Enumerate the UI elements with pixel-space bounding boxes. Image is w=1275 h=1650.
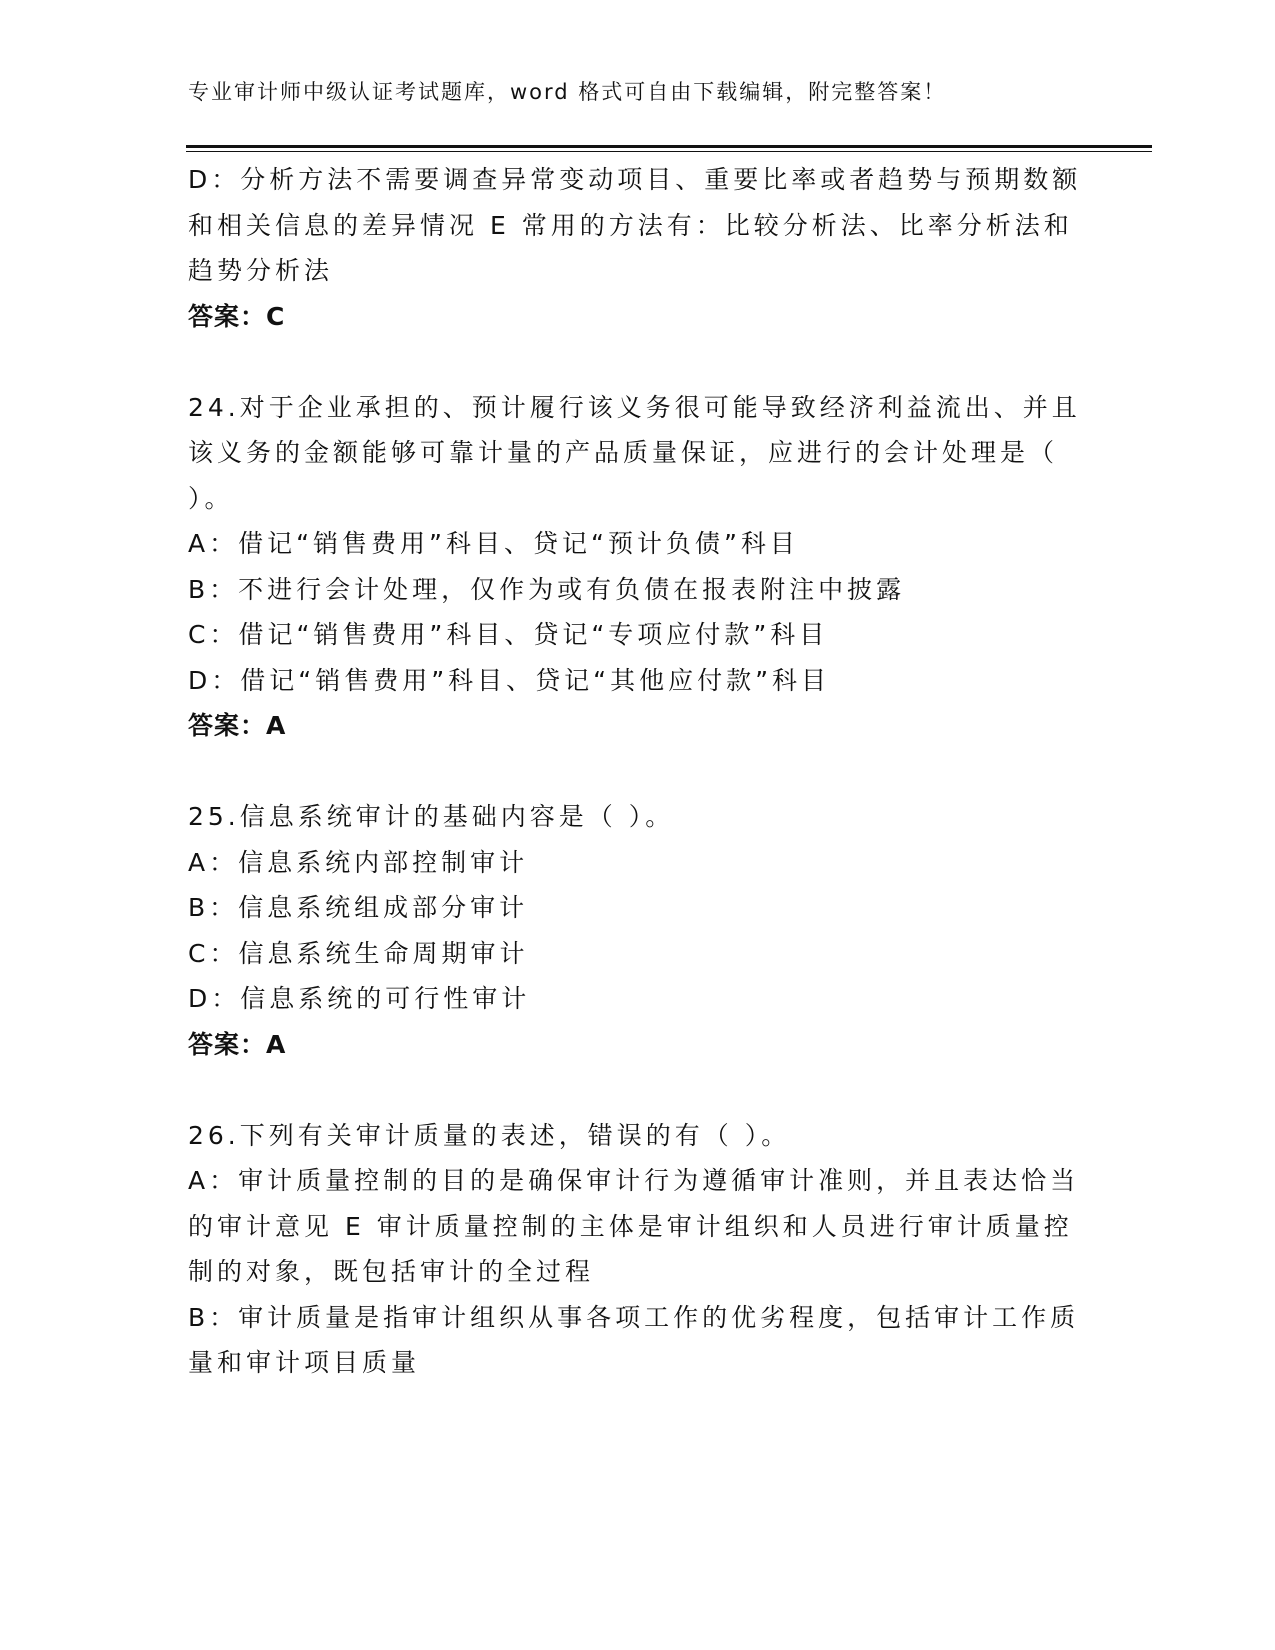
question-stem-line: 该义务的金额能够可靠计量的产品质量保证，应进行的会计处理是（ <box>188 438 1059 467</box>
spacer <box>188 1067 1088 1113</box>
header-rule-thin <box>186 151 1152 152</box>
option-d: D：借记“销售费用”科目、贷记“其他应付款”科目 <box>188 665 831 695</box>
option-b-line: B：审计质量是指审计组织从事各项工作的优劣程度，包括审计工作质 <box>188 1302 1080 1332</box>
option-d: D：信息系统的可行性审计 <box>188 984 531 1013</box>
option-a-line: 的审计意见 E 审计质量控制的主体是审计组织和人员进行审计质量控 <box>188 1211 1073 1241</box>
page-header: 专业审计师中级认证考试题库，word 格式可自由下载编辑，附完整答案！ <box>188 80 947 104</box>
option-c: C：信息系统生命周期审计 <box>188 938 529 968</box>
option-a-line: A：审计质量控制的目的是确保审计行为遵循审计准则，并且表达恰当 <box>188 1166 1080 1195</box>
option-a-line: 制的对象，既包括审计的全过程 <box>188 1257 595 1286</box>
question-25 <box>188 794 1088 1067</box>
question-stem-line: 24.对于企业承担的、预计履行该义务很可能导致经济利益流出、并且 <box>188 392 1081 422</box>
option-d-line: D：分析方法不需要调查异常变动项目、重要比率或者趋势与预期数额 <box>188 165 1082 194</box>
option-b: B：信息系统组成部分审计 <box>188 893 529 922</box>
option-d-line: 和相关信息的差异情况 E 常用的方法有：比较分析法、比率分析法和 <box>188 210 1073 240</box>
option-d-line: 趋势分析法 <box>188 256 334 285</box>
question-23-tail <box>188 157 1088 339</box>
spacer <box>188 339 1088 385</box>
question-24 <box>188 385 1088 749</box>
question-26 <box>188 1113 1088 1386</box>
option-b: B：不进行会计处理，仅作为或有负债在报表附注中披露 <box>188 574 906 604</box>
answer: 答案：C <box>188 301 286 331</box>
option-a: A：借记“销售费用”科目、贷记“预计负债”科目 <box>188 529 799 558</box>
option-c: C：借记“销售费用”科目、贷记“专项应付款”科目 <box>188 620 829 649</box>
answer: 答案：A <box>188 711 287 740</box>
option-b-line: 量和审计项目质量 <box>188 1348 421 1377</box>
option-a: A：信息系统内部控制审计 <box>188 847 529 877</box>
header-rule-thick <box>186 145 1152 148</box>
question-stem-line: ）。 <box>188 483 234 513</box>
question-stem: 25.信息系统审计的基础内容是（ ）。 <box>188 802 675 831</box>
document-body <box>188 157 1088 1386</box>
spacer <box>188 749 1088 795</box>
answer: 答案：A <box>188 1029 287 1059</box>
question-stem: 26.下列有关审计质量的表述，错误的有（ ）。 <box>188 1120 791 1150</box>
